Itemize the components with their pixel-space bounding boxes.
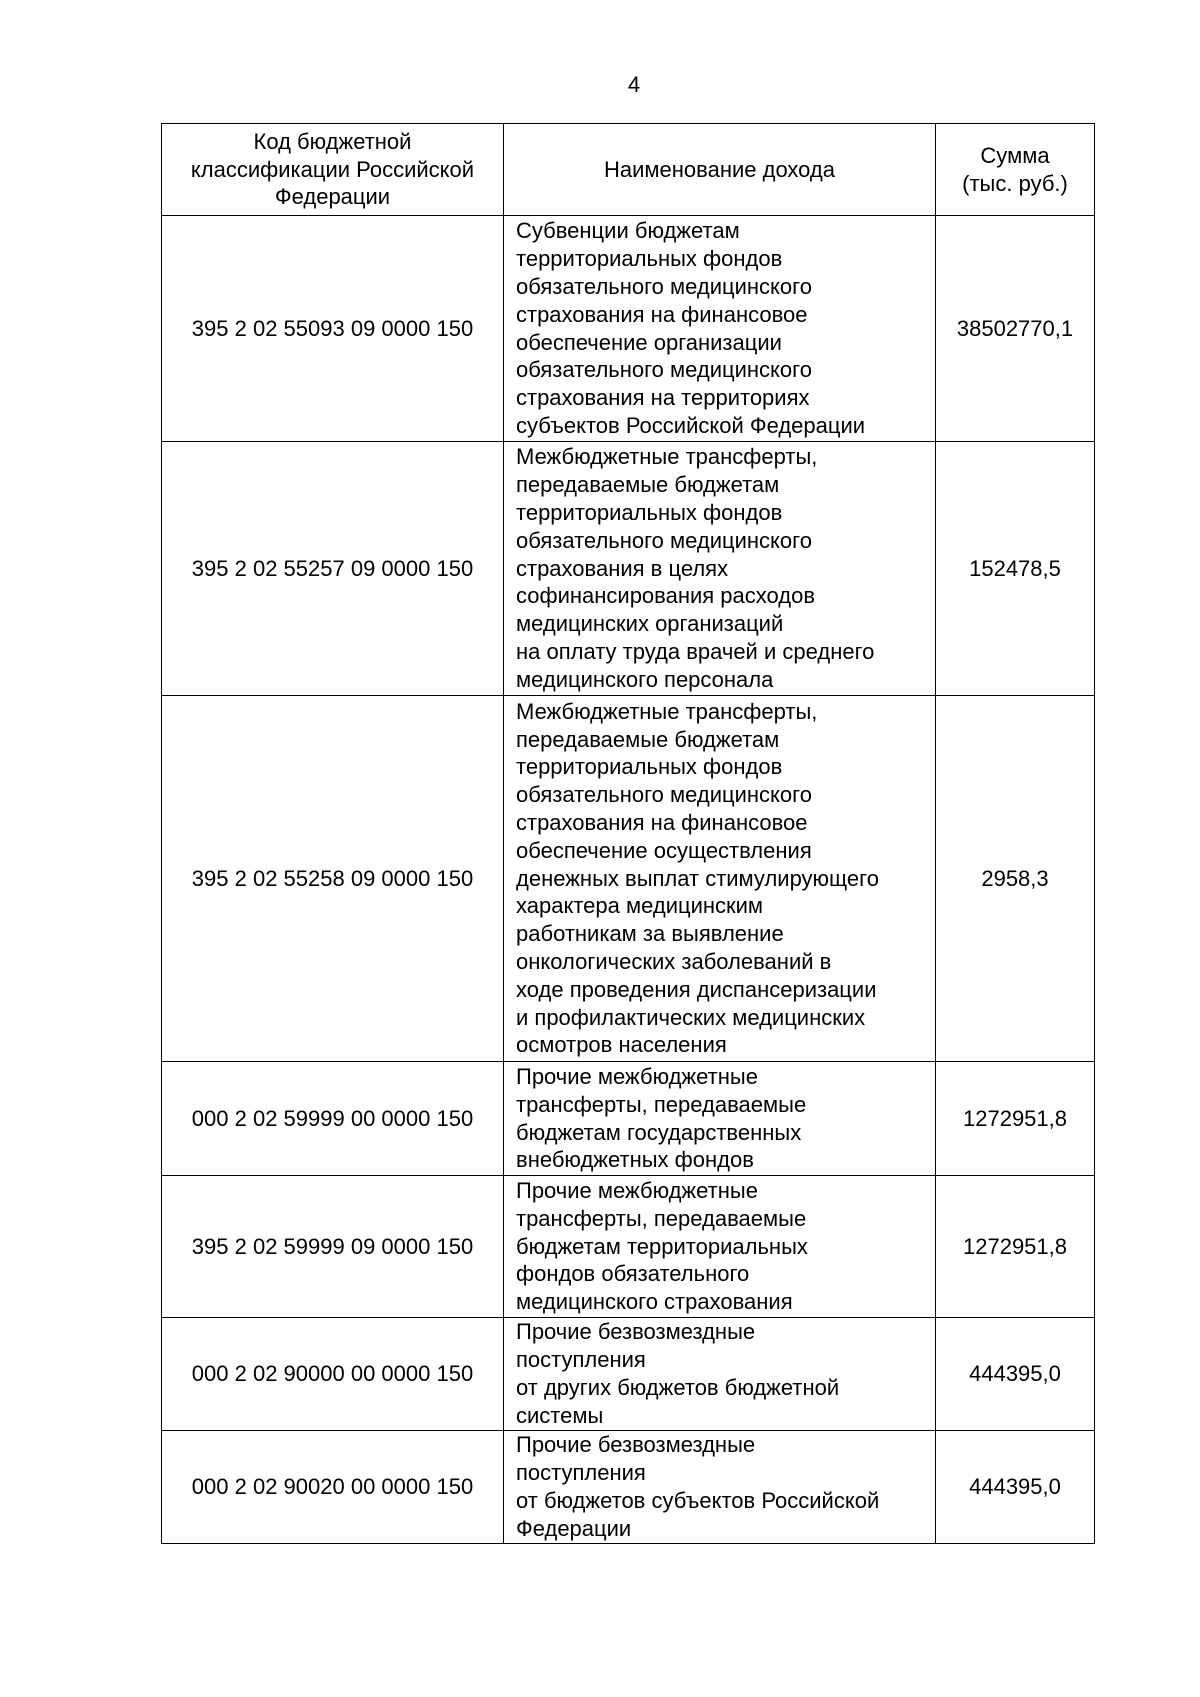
header-code: Код бюджетной классификации Российской Федерации (162, 124, 504, 216)
row-name: Прочие безвозмездные поступления от бюджетов субъектов Российской Федерации (504, 1431, 936, 1544)
row-sum: 1272951,8 (936, 1176, 1095, 1318)
table-header-row (162, 124, 1095, 216)
row-sum: 1272951,8 (936, 1062, 1095, 1176)
header-name: Наименование дохода (504, 124, 936, 216)
header-sum: Сумма (тыс. руб.) (936, 124, 1095, 216)
row-name: Межбюджетные трансферты, передаваемые бюджетам территориальных фондов обязательного медицинского страхования в целях софинансирования расходов медицинских организаций на оплату труда врачей и среднего медицинского персонала (504, 442, 936, 696)
table-row (162, 1431, 1095, 1544)
row-name: Прочие межбюджетные трансферты, передаваемые бюджетам территориальных фондов обязательного медицинского страхования (504, 1176, 936, 1318)
row-code: 395 2 02 55093 09 0000 150 (162, 216, 504, 442)
row-sum: 2958,3 (936, 696, 1095, 1062)
row-sum: 152478,5 (936, 442, 1095, 696)
table-row (162, 1062, 1095, 1176)
income-table (161, 123, 1095, 1544)
table-row (162, 696, 1095, 1062)
row-name: Субвенции бюджетам территориальных фондов обязательного медицинского страхования на финансовое обеспечение организации обязательного медицинского страхования на территориях субъектов Российской Федерации (504, 216, 936, 442)
row-code: 395 2 02 55257 09 0000 150 (162, 442, 504, 696)
row-name: Прочие межбюджетные трансферты, передаваемые бюджетам государственных внебюджетных фондов (504, 1062, 936, 1176)
row-name: Прочие безвозмездные поступления от других бюджетов бюджетной системы (504, 1318, 936, 1431)
row-name: Межбюджетные трансферты, передаваемые бюджетам территориальных фондов обязательного медицинского страхования на финансовое обеспечение осуществления денежных выплат стимулирующего характера медицинским работникам за выявление онкологических заболеваний в ходе проведения диспансеризации и профилактических медицинских осмотров населения (504, 696, 936, 1062)
row-code: 395 2 02 55258 09 0000 150 (162, 696, 504, 1062)
row-code: 000 2 02 59999 00 0000 150 (162, 1062, 504, 1176)
row-sum: 38502770,1 (936, 216, 1095, 442)
row-code: 395 2 02 59999 09 0000 150 (162, 1176, 504, 1318)
row-sum: 444395,0 (936, 1318, 1095, 1431)
table-row (162, 1318, 1095, 1431)
row-sum: 444395,0 (936, 1431, 1095, 1544)
page-number: 4 (627, 72, 641, 97)
row-code: 000 2 02 90000 00 0000 150 (162, 1318, 504, 1431)
table-row (162, 442, 1095, 696)
table-row (162, 216, 1095, 442)
row-code: 000 2 02 90020 00 0000 150 (162, 1431, 504, 1544)
table-row (162, 1176, 1095, 1318)
